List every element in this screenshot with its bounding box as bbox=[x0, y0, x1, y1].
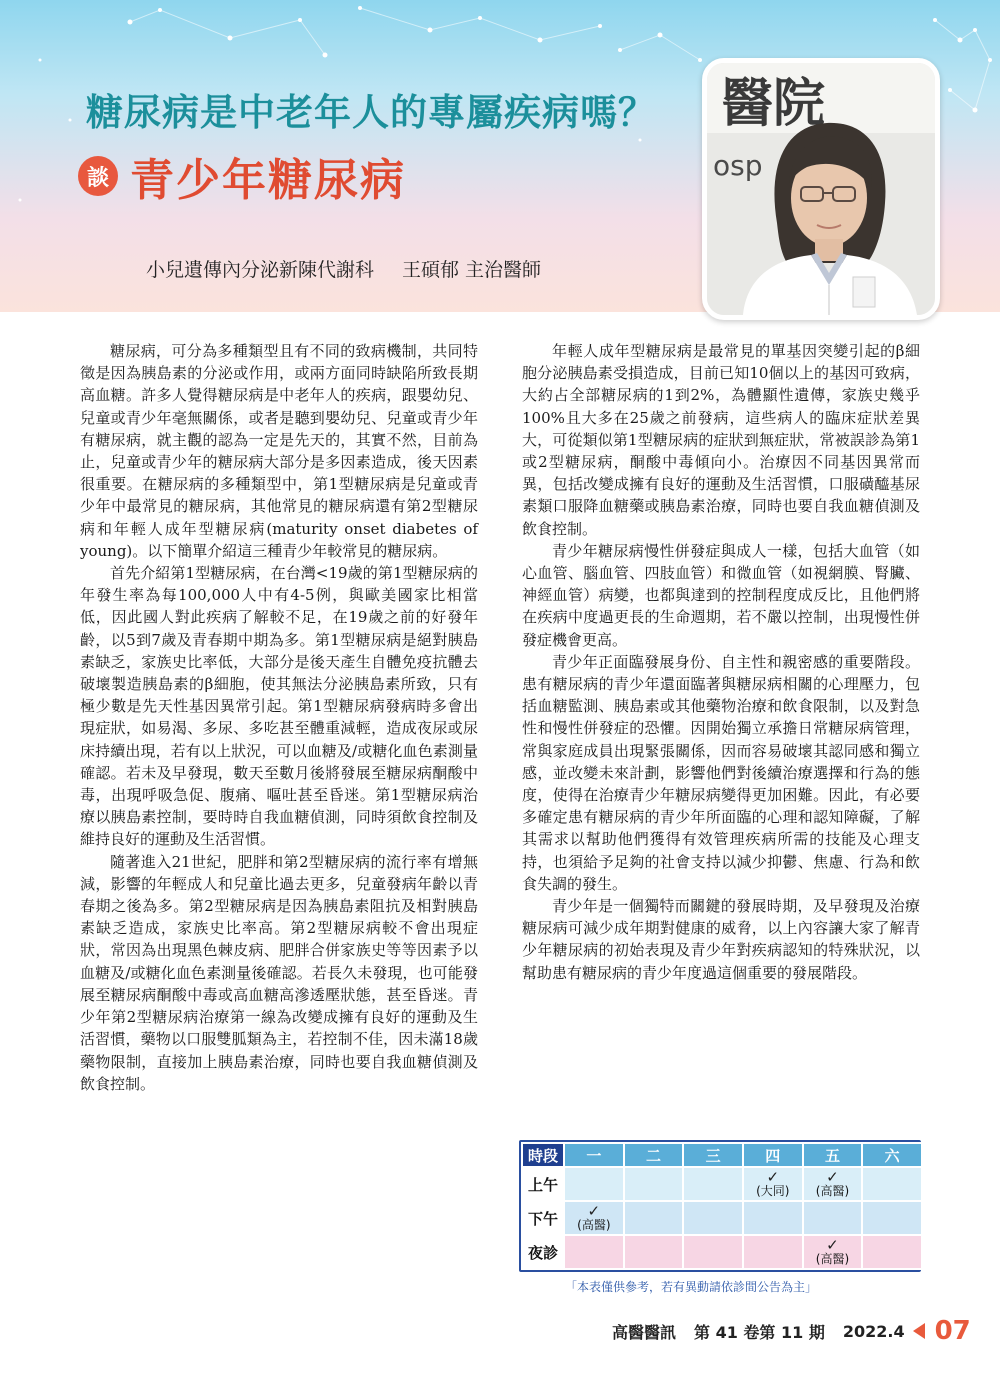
author-photo bbox=[702, 58, 940, 320]
schedule-cell bbox=[624, 1201, 684, 1235]
schedule-cell-clinic bbox=[743, 1167, 803, 1201]
issue-date: 2022.4 bbox=[842, 1321, 905, 1341]
photo-sign-text-2: osp bbox=[713, 149, 763, 182]
schedule-row-evening bbox=[522, 1235, 922, 1269]
schedule-day: 四 bbox=[743, 1143, 803, 1167]
schedule-day: 五 bbox=[803, 1143, 863, 1167]
page-number: 07 bbox=[934, 1316, 971, 1346]
schedule-row-morning bbox=[522, 1167, 922, 1201]
schedule-cell bbox=[683, 1235, 743, 1269]
schedule-cell-clinic bbox=[803, 1235, 863, 1269]
author-department: 小兒遺傳內分泌新陳代謝科 bbox=[146, 259, 375, 281]
schedule-header-row bbox=[522, 1143, 922, 1167]
schedule-cell-clinic bbox=[564, 1201, 624, 1235]
schedule-cell bbox=[624, 1235, 684, 1269]
schedule-row-label: 上午 bbox=[522, 1167, 564, 1201]
article-paragraph: 首先介紹第1型糖尿病，在台灣<19歲的第1型糖尿病的年發生率為每100,000人中有4-5例，與歐美國家比相當低，因此國人對此疾病了解較不足，在19歲之前的好發年齡，以5到7歲及青春期中期為多。第1型糖尿病是絕對胰島素缺乏，家族史比率低，大部分是後天產生自體免疫抗體去破壞製造胰島素的β細胞，使其無法分泌胰島素所致，只有極少數是先天性基因異常引起。第1型糖尿病發病時多會出現症狀，如易渴、多尿、多吃甚至體重減輕，造成夜尿或尿床持續出現，若有以上狀況，可以血糖及/或糖化血色素測量確認。若未及早發現，數天至數月後將發展至糖尿病酮酸中毒，出現呼吸急促、腹痛、嘔吐甚至昏迷。第1型糖尿病治療以胰島素控制，要時時自我血糖偵測，同時須飲食控制及維持良好的運動及生活習慣。 bbox=[80, 564, 478, 849]
article-paragraph: 糖尿病，可分為多種類型且有不同的致病機制，共同特徵是因為胰島素的分泌或作用，或兩方面同時缺陷所致長期高血糖。許多人覺得糖尿病是中老年人的疾病，跟嬰幼兒、兒童或青少年毫無關係，或者是聽到嬰幼兒、兒童或青少年有糖尿病，就主觀的認為一定是先天的，其實不然，目前為止，兒童或青少年的糖尿病大部分是多因素造成，後天因素很重要。在糖尿病的多種類型中，第1型糖尿病是兒童或青少年中最常見的糖尿病，其他常見的糖尿病還有第2型糖尿病和年輕人成年型糖尿病(maturity onset diabetes of young)。以下簡單介紹這三種青少年較常見的糖尿病。 bbox=[80, 342, 478, 560]
article-column-right bbox=[522, 340, 920, 984]
schedule-cell bbox=[862, 1201, 922, 1235]
schedule-row-label: 夜診 bbox=[522, 1235, 564, 1269]
schedule-cell bbox=[862, 1235, 922, 1269]
clinic-location: (大同) bbox=[756, 1184, 790, 1198]
article-paragraph: 隨著進入21世紀，肥胖和第2型糖尿病的流行率有增無減，影響的年輕成人和兒童比過去更多，兒童發病年齡以青春期之後為多。第2型糖尿病是因為胰島素阻抗及相對胰島素缺乏造成，家族史比率高。第2型糖尿病較不會出現症狀，常因為出現黑色棘皮病、肥胖合併家族史等等因素予以血糖及/或糖化血色素測量後確認。若長久未發現，也可能發展至糖尿病酮酸中毒或高血糖高滲透壓狀態，甚至昏迷。青少年第2型糖尿病治療第一線為改變成擁有良好的運動及生活習慣，藥物以口服雙胍類為主，若控制不佳，因未滿18歲藥物限制，直接加上胰島素治療，同時也要自我血糖偵測及飲食控制。 bbox=[80, 852, 478, 1093]
article-paragraph: 青少年糖尿病慢性併發症與成人一樣，包括大血管（如心血管、腦血管、四肢血管）和微血管（如視網膜、腎臟、神經血管）病變，也都與達到的控制程度成反比，且他們將在疾病中度過更長的生命週期，若不嚴以控制，出現慢性併發症機會更高。 bbox=[522, 541, 920, 649]
clinic-location: (高醫) bbox=[577, 1218, 611, 1232]
clinic-schedule bbox=[519, 1140, 921, 1272]
author-line bbox=[146, 255, 541, 282]
discussion-badge: 談 bbox=[78, 156, 118, 196]
schedule-day: 三 bbox=[683, 1143, 743, 1167]
schedule-cell bbox=[743, 1235, 803, 1269]
schedule-corner: 時段 bbox=[522, 1143, 564, 1167]
schedule-cell bbox=[564, 1235, 624, 1269]
schedule-day: 六 bbox=[862, 1143, 922, 1167]
schedule-cell bbox=[862, 1167, 922, 1201]
schedule-cell bbox=[803, 1201, 863, 1235]
article-subtitle-row bbox=[78, 144, 406, 208]
article-subtitle: 青少年糖尿病 bbox=[130, 155, 406, 206]
check-icon: ✓ bbox=[826, 1236, 839, 1254]
schedule-row-label: 下午 bbox=[522, 1201, 564, 1235]
check-icon: ✓ bbox=[766, 1168, 780, 1186]
schedule-cell bbox=[743, 1201, 803, 1235]
schedule-cell bbox=[683, 1167, 743, 1201]
schedule-cell bbox=[624, 1167, 684, 1201]
article-title: 糖尿病是中老年人的專屬疾病嗎？ bbox=[86, 91, 656, 134]
article-paragraph: 青少年正面臨發展身份、自主性和親密感的重要階段。患有糖尿病的青少年還面臨著與糖尿病相關的心理壓力，包括血糖監測、胰島素或其他藥物治療和飲食限制，以及對急性和慢性併發症的恐懼。因開始獨立承擔日常糖尿病管理，常與家庭成員出現緊張關係，因而容易破壞其認同感和獨立感，並改變未來計劃，影響他們對後續治療選擇和行為的態度，使得在治療青少年糖尿病變得更加困難。因此，有必要多確定患有糖尿病的青少年所面臨的心理和認知障礙，了解其需求以幫助他們獲得有效管理疾病所需的技能及心理支持，也須給予足夠的社會支持以減少抑鬱、焦慮、行為和飲食失調的發生。 bbox=[522, 652, 920, 893]
clinic-schedule-frame bbox=[519, 1140, 921, 1272]
article-paragraph: 青少年是一個獨特而關鍵的發展時期，及早發現及治療糖尿病可減少成年期對健康的威脅，以上內容讓大家了解青少年糖尿病的初始表現及青少年對疾病認知的特殊狀況，以幫助患有糖尿病的青少年度過這個重要的發展階段。 bbox=[522, 897, 920, 982]
triangle-icon bbox=[913, 1323, 925, 1339]
schedule-cell-clinic bbox=[803, 1167, 863, 1201]
page-footer bbox=[612, 1316, 971, 1346]
article-paragraph: 年輕人成年型糖尿病是最常見的單基因突變引起的β細胞分泌胰島素受損造成，目前已知10個以上的基因可致病，大約占全部糖尿病的1到2%，為體顯性遺傳，家族史幾乎100%且大多在25歲之前發病，這些病人的臨床症狀差異大，可從類似第1型糖尿病的症狀到無症狀，常被誤診為第1或2型糖尿病，酮酸中毒傾向小。治療因不同基因異常而異，包括改變成擁有良好的運動及生活習慣，口服磺醯基尿素類口服降血糖藥或胰島素治療，同時也要自我血糖偵測及飲食控制。 bbox=[522, 342, 920, 538]
schedule-day: 二 bbox=[624, 1143, 684, 1167]
author-name: 王碩郁 主治醫師 bbox=[402, 259, 542, 281]
schedule-row-afternoon bbox=[522, 1201, 922, 1235]
schedule-note: 「本表僅供參考，若有異動請依診間公告為主」 bbox=[565, 1280, 818, 1294]
check-icon: ✓ bbox=[587, 1202, 601, 1220]
publication-name: 高醫醫訊 bbox=[612, 1322, 677, 1342]
schedule-cell bbox=[683, 1201, 743, 1235]
clinic-schedule-table bbox=[521, 1142, 923, 1270]
check-icon: ✓ bbox=[826, 1168, 839, 1186]
schedule-cell bbox=[564, 1167, 624, 1201]
clinic-location: (高醫) bbox=[815, 1184, 850, 1198]
issue-volume: 第 41 卷第 11 期 bbox=[694, 1322, 825, 1342]
photo-sign-text: 醫院 bbox=[721, 74, 826, 134]
clinic-location: (高醫) bbox=[815, 1252, 850, 1266]
schedule-day: 一 bbox=[564, 1143, 624, 1167]
article-column-left bbox=[80, 340, 478, 1095]
